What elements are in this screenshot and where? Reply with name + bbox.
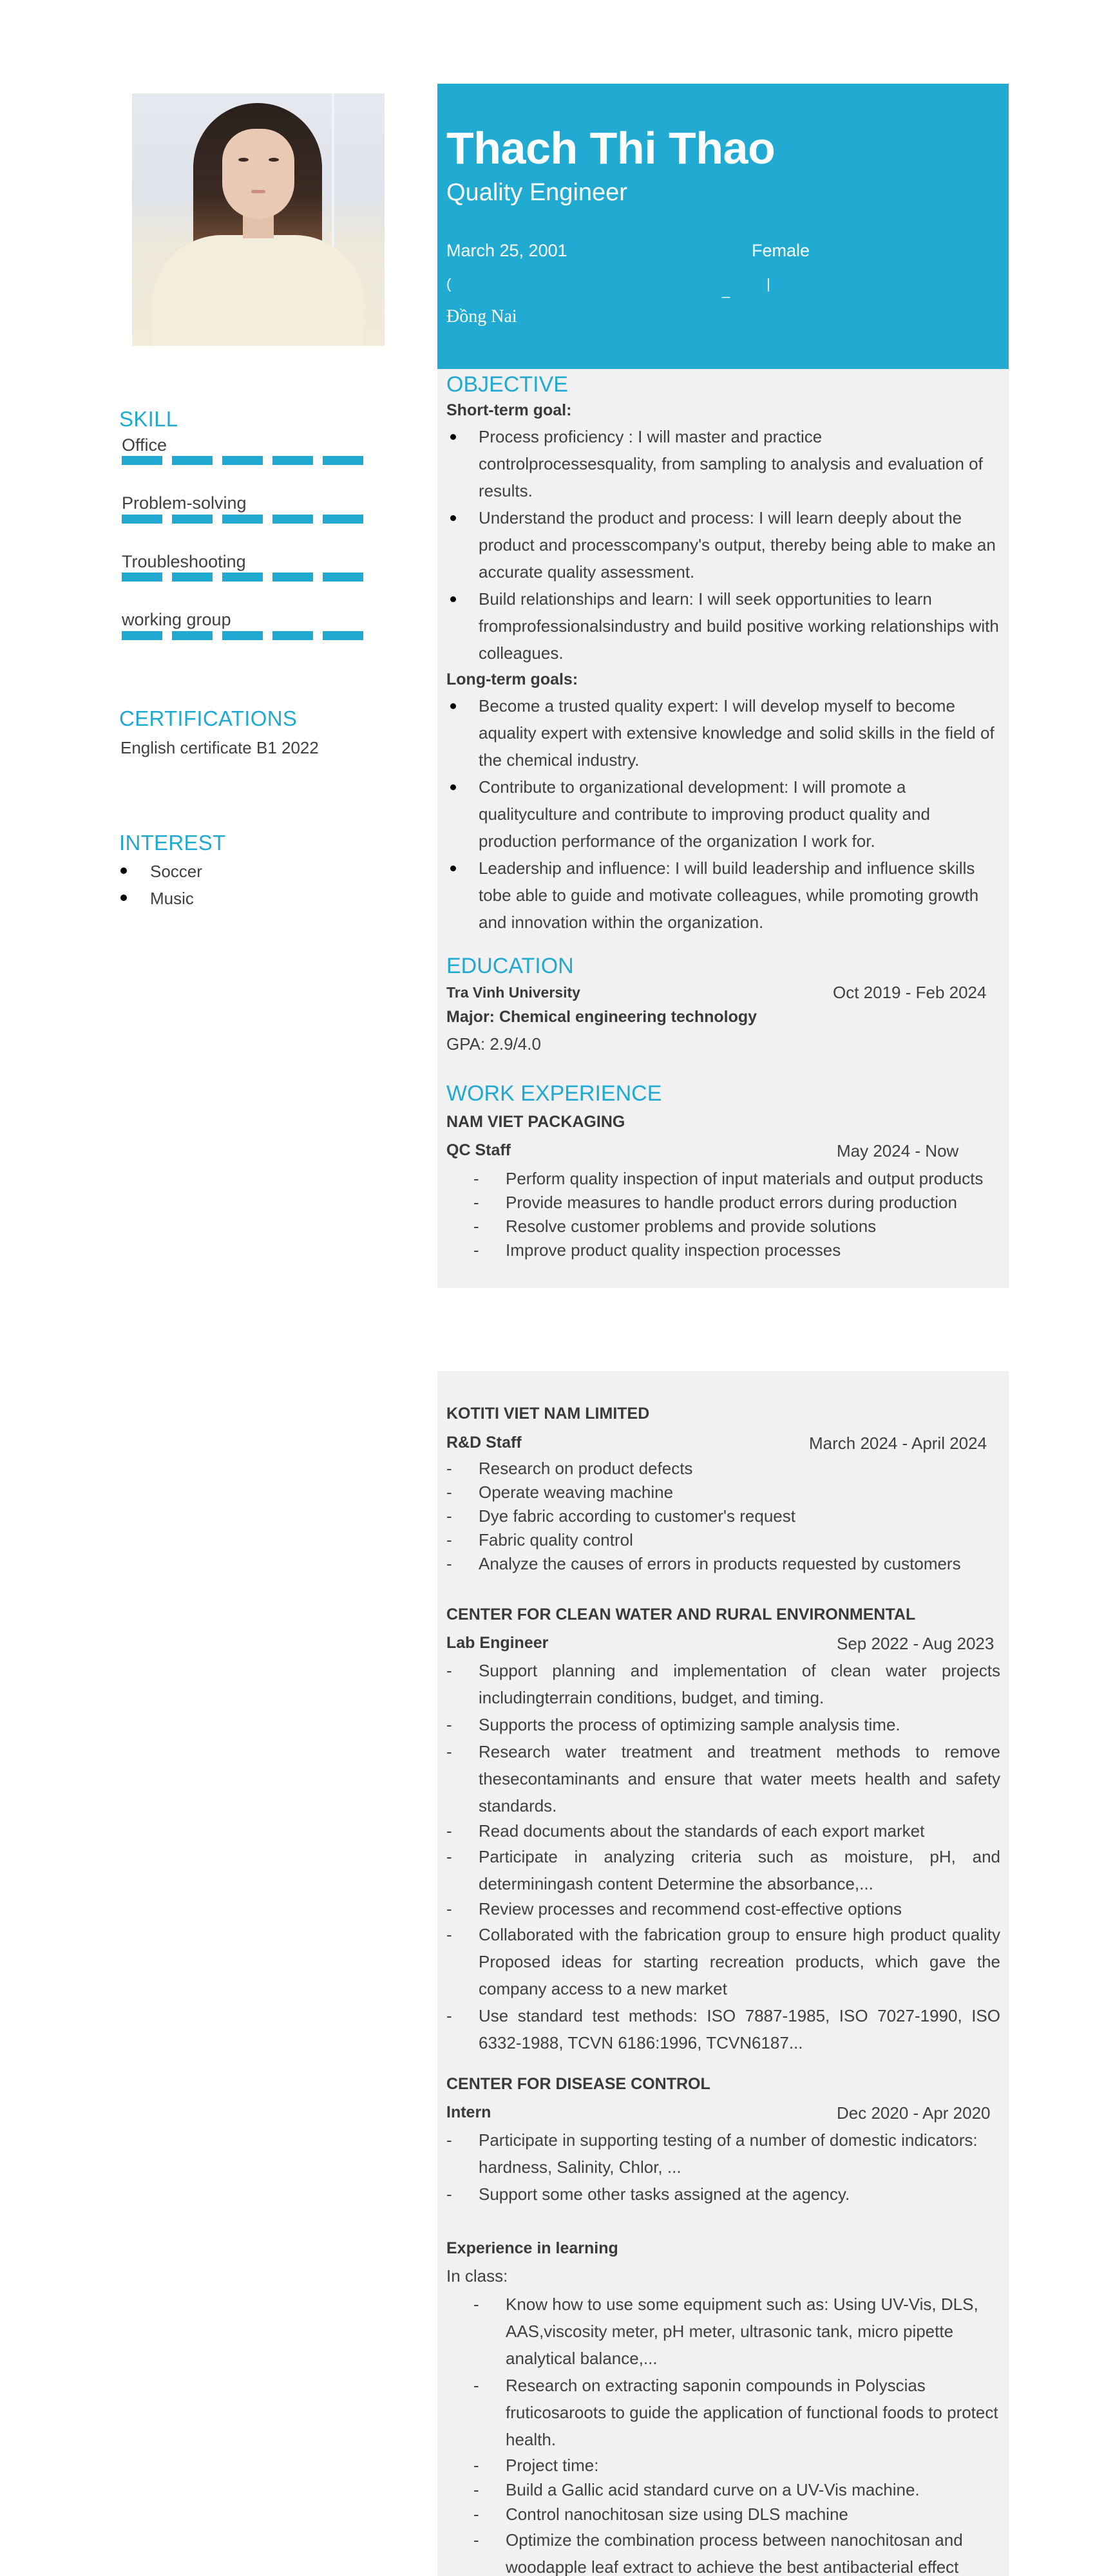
learning-subheading: In class: — [446, 2266, 508, 2286]
goal-item: Become a trusted quality expert: I will develop myself to become aquality expert with extensive knowledge and solid skills in the field of the chemical industry. — [446, 692, 1000, 773]
task-item: - Dye fabric according to customer's request — [446, 1504, 1000, 1528]
gender: Female — [752, 241, 810, 260]
photo-shirt — [151, 235, 365, 346]
skill-level-bar — [122, 631, 363, 640]
learning-item: - Build a Gallic acid standard curve on a UV-Vis machine. — [473, 2477, 1002, 2502]
skill-level-bar — [122, 456, 363, 465]
skill-label: Office — [122, 435, 167, 455]
task-item: - Research water treatment and treatment methods to remove thesecontaminants and ensure that water meets health and safety standards. — [446, 1738, 1000, 1819]
short-term-label: Short-term goal: — [446, 401, 572, 419]
task-item: - Fabric quality control — [446, 1528, 1000, 1552]
task-item: - Research on product defects — [446, 1457, 1000, 1481]
job-role: Lab Engineer — [446, 1634, 549, 1652]
goal-item: Contribute to organizational development: I will promote a qualityculture and contribute to improving product quality and production performance of the organization I work for. — [446, 773, 1000, 855]
gpa: GPA: 2.9/4.0 — [446, 1034, 541, 1054]
profile-photo — [132, 93, 385, 346]
task-item: - Improve product quality inspection processes — [473, 1238, 1002, 1262]
learning-heading: Experience in learning — [446, 2239, 618, 2257]
job-role: Intern — [446, 2103, 491, 2121]
goal-item: Build relationships and learn: I will seek opportunities to learn fromprofessionalsindustry and build positive working relationships with colleagues. — [446, 585, 1000, 667]
task-item: - Resolve customer problems and provide solutions — [473, 1215, 1002, 1238]
goal-item: Understand the product and process: I will learn deeply about the product and processcompany's output, thereby being able to make an accurate quality assessment. — [446, 504, 1000, 585]
company-name: NAM VIET PACKAGING — [446, 1113, 625, 1131]
job-dates: March 2024 - April 2024 — [809, 1434, 987, 1453]
job-role: R&D Staff — [446, 1434, 522, 1452]
goal-item: Process proficiency : I will master and practice controlprocessesquality, from sampling to analysis and evaluation of results. — [446, 423, 1000, 504]
company-name: CENTER FOR DISEASE CONTROL — [446, 2075, 710, 2093]
task-item: - Participate in analyzing criteria such as moisture, pH, and determiningash content Determine the absorbance,... — [446, 1843, 1000, 1897]
job-dates: Dec 2020 - Apr 2020 — [837, 2103, 991, 2123]
skill-level-bar — [122, 573, 363, 582]
short-term-goals — [446, 423, 1000, 667]
goal-item: Leadership and influence: I will build leadership and influence skills tobe able to guide and motivate colleagues, while promoting growth and innovation within the organization. — [446, 855, 1000, 936]
education-dates: Oct 2019 - Feb 2024 — [833, 983, 987, 1002]
task-item: - Supports the process of optimizing sample analysis time. — [446, 1711, 1000, 1738]
job-task-list — [473, 1167, 1002, 1262]
learning-item: - Know how to use some equipment such as: Using UV-Vis, DLS, AAS,viscosity meter, pH meter, ultrasonic tank, micro pipette analytical balance,... — [473, 2291, 1002, 2372]
main-panel-page-2 — [437, 1371, 1009, 2576]
job-task-list — [446, 1657, 1000, 2056]
job-role: QC Staff — [446, 1141, 511, 1159]
photo-eye — [269, 158, 279, 162]
bullet-icon — [120, 895, 127, 901]
job-task-list — [446, 2126, 1000, 2208]
task-item: - Support planning and implementation of clean water projects includingterrain conditions, budget, and timing. — [446, 1657, 1000, 1711]
contact-line-redacted: ( _ | — [446, 276, 770, 298]
learning-item: - Optimize the combination process between nanochitosan and woodapple leaf extract to achieve the best antibacterial effect — [473, 2526, 1002, 2576]
skill-heading: SKILL — [119, 407, 178, 431]
task-item: - Provide measures to handle product errors during production — [473, 1191, 1002, 1215]
job-task-list — [446, 1457, 1000, 1576]
interest-heading: INTEREST — [119, 831, 226, 855]
company-name: KOTITI VIET NAM LIMITED — [446, 1405, 650, 1423]
header-banner — [437, 84, 1009, 369]
education-heading: EDUCATION — [446, 954, 574, 978]
task-item: - Analyze the causes of errors in products requested by customers — [446, 1552, 1000, 1576]
major: Major: Chemical engineering technology — [446, 1008, 757, 1026]
interest-item: Soccer — [120, 862, 202, 882]
long-term-goals — [446, 692, 1000, 936]
main-panel-page-1 — [437, 369, 1009, 1288]
candidate-title: Quality Engineer — [446, 179, 627, 206]
task-item: - Operate weaving machine — [446, 1481, 1000, 1504]
date-of-birth: March 25, 2001 — [446, 241, 567, 260]
photo-background — [332, 93, 334, 254]
skill-label: working group — [122, 610, 231, 629]
interest-item: Music — [120, 889, 194, 909]
bullet-icon — [120, 867, 127, 874]
certifications-heading: CERTIFICATIONS — [119, 706, 298, 730]
photo-eye — [238, 158, 249, 162]
job-dates: May 2024 - Now — [837, 1141, 959, 1160]
learning-item: - Control nanochitosan size using DLS machine — [473, 2502, 1002, 2526]
task-item: - Participate in supporting testing of a number of domestic indicators: hardness, Salinity, Chlor, ... — [446, 2126, 1000, 2181]
photo-mouth — [251, 190, 265, 193]
candidate-name: Thach Thi Thao — [446, 123, 776, 173]
skill-level-bar — [122, 515, 363, 524]
task-item: - Collaborated with the fabrication group to ensure high product quality Proposed ideas for starting recreation products, which gave the company access to a new market — [446, 1921, 1000, 2002]
objective-heading: OBJECTIVE — [446, 372, 568, 397]
job-dates: Sep 2022 - Aug 2023 — [837, 1634, 995, 1653]
task-item: - Perform quality inspection of input materials and output products — [473, 1167, 1002, 1191]
task-item: - Use standard test methods: ISO 7887-1985, ISO 7027-1990, ISO 6332-1988, TCVN 6186:1996, TCVN6187... — [446, 2002, 1000, 2056]
address: Đồng Nai — [446, 307, 517, 327]
task-item: - Support some other tasks assigned at the agency. — [446, 2181, 1000, 2208]
certification-item: English certificate B1 2022 — [120, 738, 319, 757]
task-item: - Read documents about the standards of each export market — [446, 1819, 1000, 1843]
skill-label: Troubleshooting — [122, 552, 246, 571]
company-name: CENTER FOR CLEAN WATER AND RURAL ENVIRONMENTAL — [446, 1605, 916, 1624]
task-item: - Review processes and recommend cost-effective options — [446, 1897, 1000, 1921]
work-experience-heading: WORK EXPERIENCE — [446, 1081, 662, 1106]
school-name: Tra Vinh University — [446, 984, 580, 1001]
long-term-label: Long-term goals: — [446, 670, 578, 688]
photo-face — [222, 129, 294, 219]
learning-list — [473, 2291, 1002, 2576]
learning-item: - Research on extracting saponin compounds in Polyscias fruticosaroots to guide the application of functional foods to protect health. — [473, 2372, 1002, 2453]
learning-item: - Project time: — [473, 2453, 1002, 2477]
skill-label: Problem-solving — [122, 493, 247, 513]
